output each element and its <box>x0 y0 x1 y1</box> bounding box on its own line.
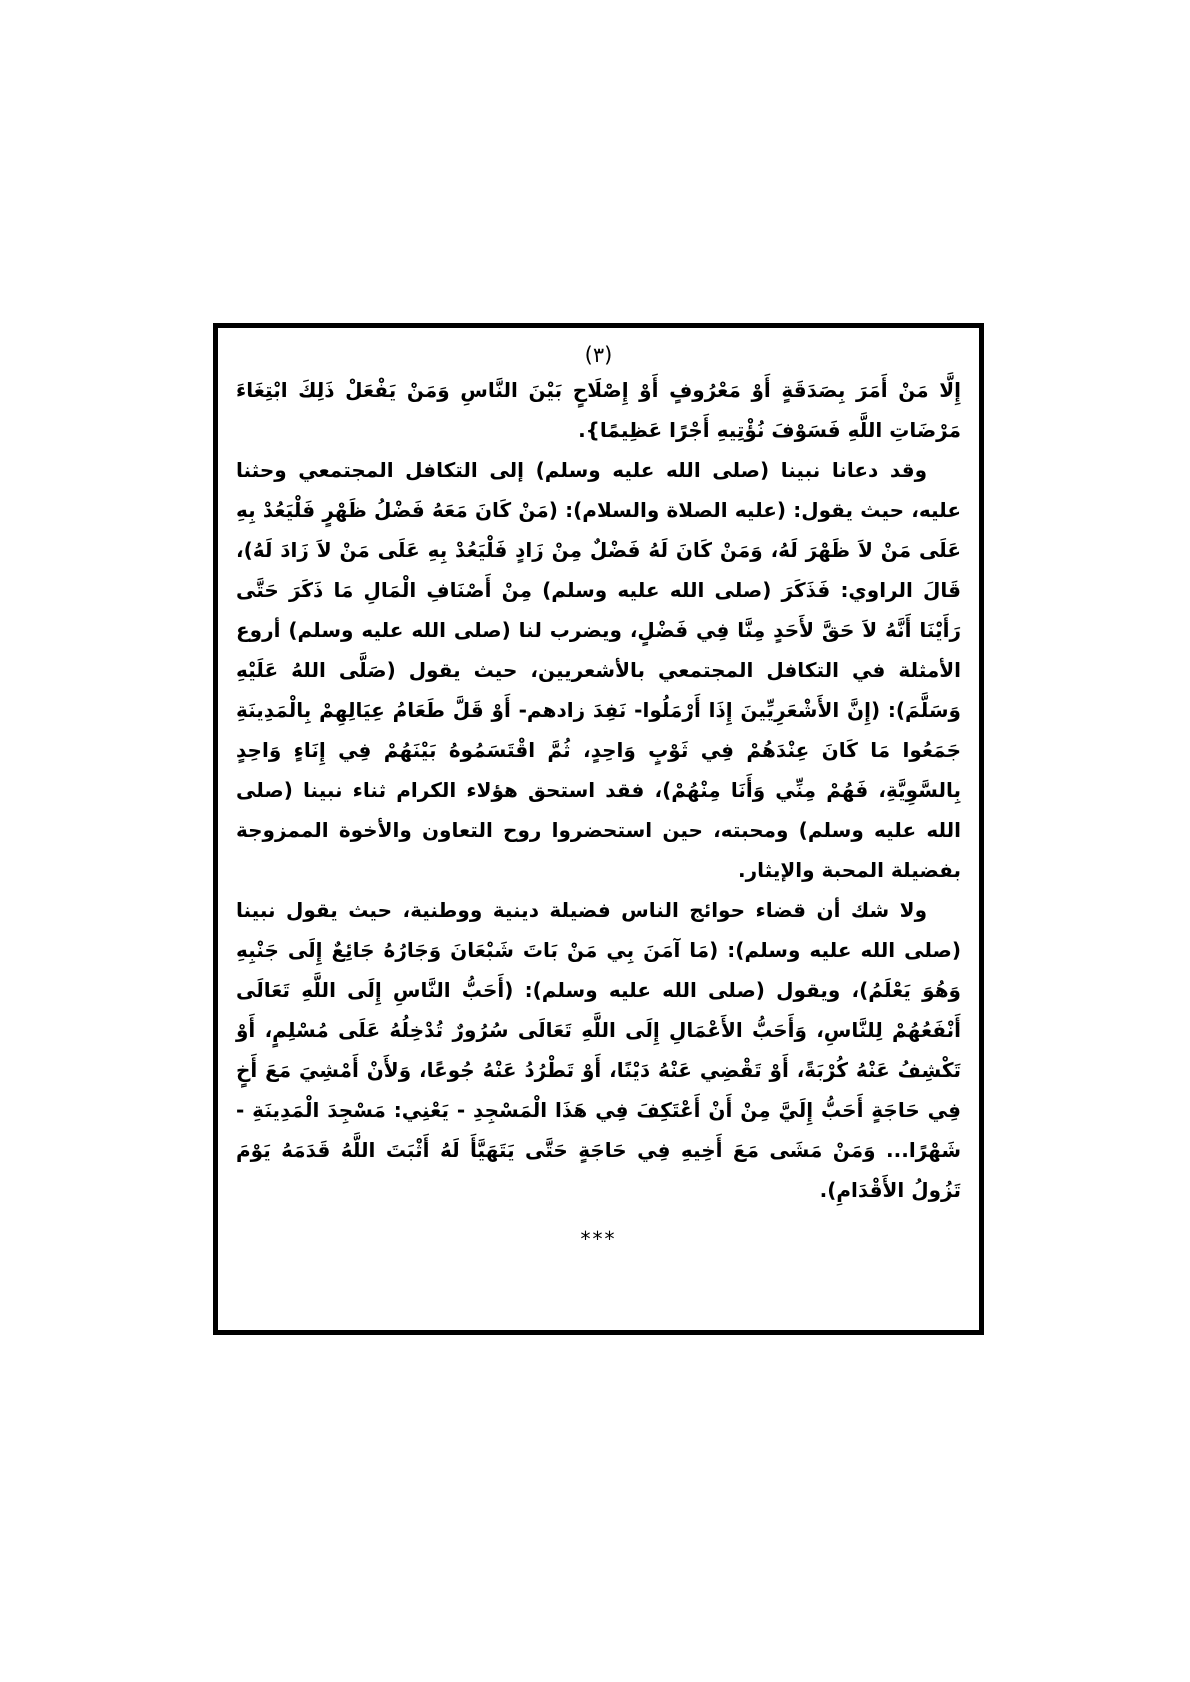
paragraph-quran-verse: إِلَّا مَنْ أَمَرَ بِصَدَقَةٍ أَوْ مَعْرُوفٍ أَوْ إِصْلَاحٍ بَيْنَ النَّاسِ وَمَنْ يَفْعَلْ ذَلِكَ ابْتِغَاءَ مَرْضَاتِ اللَّهِ فَسَوْفَ نُؤْتِيهِ أَجْرًا عَظِيمًا}. <box>236 378 961 442</box>
paragraph-social-solidarity: وقد دعانا نبينا (صلى الله عليه وسلم) إلى التكافل المجتمعي وحثنا عليه، حيث يقول: (عليه الصلاة والسلام): (مَنْ كَانَ مَعَهُ فَضْلُ ظَهْرٍ فَلْيَعُدْ بِهِ عَلَى مَنْ لاَ ظَهْرَ لَهُ، وَمَنْ كَانَ لَهُ فَضْلٌ مِنْ زَادٍ فَلْيَعُدْ بِهِ عَلَى مَنْ لاَ زَادَ لَهُ)، قَالَ الراوي: فَذَكَرَ (صلى الله عليه وسلم) مِنْ أَصْنَافِ الْمَالِ مَا ذَكَرَ حَتَّى رَأَيْنَا أَنَّهُ لاَ حَقَّ لأَحَدٍ مِنَّا فِي فَضْلٍ، ويضرب لنا (صلى الله عليه وسلم) أروع الأمثلة في التكافل المجتمعي بالأشعريين، حيث يقول (صَلَّى اللهُ عَلَيْهِ وَسَلَّمَ): (إِنَّ الأَشْعَرِيِّينَ إِذَا أَرْمَلُوا- نَفِدَ زادهم- أَوْ قَلَّ طَعَامُ عِيَالِهِمْ بِالْمَدِينَةِ جَمَعُوا مَا كَانَ عِنْدَهُمْ فِي ثَوْبٍ وَاحِدٍ، ثُمَّ اقْتَسَمُوهُ بَيْنَهُمْ فِي إِنَاءٍ وَاحِدٍ بِالسَّوِيَّةِ، فَهُمْ مِنِّي وَأَنَا مِنْهُمْ)، فقد استحق هؤلاء الكرام ثناء نبينا (صلى الله عليه وسلم) ومحبته، حين استحضروا روح التعاون والأخوة الممزوجة بفضيلة المحبة والإيثار. <box>236 458 961 882</box>
page-number: (٣) <box>584 343 613 367</box>
paragraph-fulfilling-needs: ولا شك أن قضاء حوائج الناس فضيلة دينية ووطنية، حيث يقول نبينا (صلى الله عليه وسلم): (مَا آمَنَ بِي مَنْ بَاتَ شَبْعَانَ وَجَارُهُ جَائِعٌ إِلَى جَنْبِهِ وَهُوَ يَعْلَمُ)، ويقول (صلى الله عليه وسلم): (أَحَبُّ النَّاسِ إِلَى اللَّهِ تَعَالَى أَنْفَعُهُمْ لِلنَّاسِ، وَأَحَبُّ الأَعْمَالِ إِلَى اللَّهِ تَعَالَى سُرُورٌ تُدْخِلُهُ عَلَى مُسْلِمٍ، أَوْ تَكْشِفُ عَنْهُ كُرْبَةً، أَوْ تَقْضِي عَنْهُ دَيْنًا، أَوْ تَطْرُدُ عَنْهُ جُوعًا، وَلأَنْ أَمْشِيَ مَعَ أَخٍ فِي حَاجَةٍ أَحَبُّ إِلَيَّ مِنْ أَنْ أَعْتَكِفَ فِي هَذَا الْمَسْجِدِ - يَعْنِي: مَسْجِدَ الْمَدِينَةِ - شَهْرًا... وَمَنْ مَشَى مَعَ أَخِيهِ فِي حَاجَةٍ حَتَّى يَتَهَيَّأَ لَهُ أَثْبَتَ اللَّهُ قَدَمَهُ يَوْمَ تَزُولُ الأَقْدَامِ). <box>236 898 961 1202</box>
body-text <box>236 370 961 1210</box>
section-separator: *** <box>580 1227 617 1251</box>
page-frame <box>213 323 984 1335</box>
